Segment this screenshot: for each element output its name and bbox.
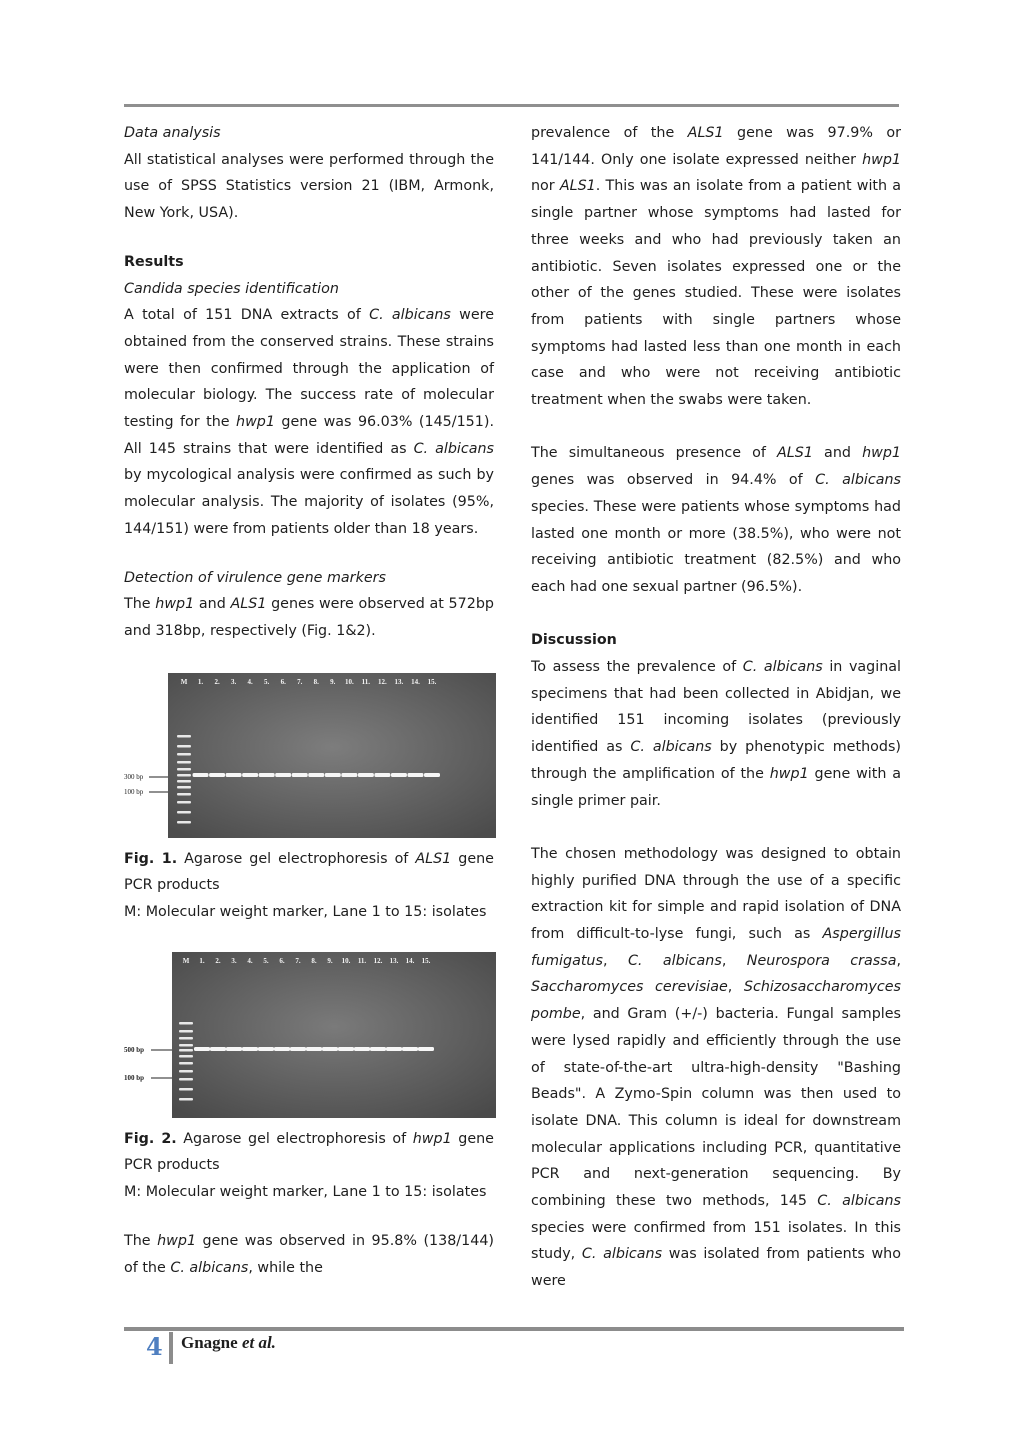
lane-label: 2. [215,956,221,965]
lane-label: 14. [411,677,420,686]
lane-label: 9. [327,956,333,965]
pcr-band [374,773,390,777]
pcr-band [290,1047,306,1051]
pcr-band [386,1047,402,1051]
lane-label: 4. [247,677,253,686]
fig1-marker-lower: 100 bp [124,787,144,796]
pcr-band [370,1047,386,1051]
lane-label: 10. [344,677,354,686]
pcr-band [402,1047,418,1051]
lane-label: 10. [341,956,351,965]
ladder-band [177,774,191,777]
right-column [531,120,901,1295]
discussion-paragraph-1: To assess the prevalence of C. albicans in vaginal specimens that had been collected in Abidjan, we identified 151 incoming isolates (previously identified as C. albicans by phenotypic methods) through the amplification of the hwp1 gene with a single primer pair. [531,659,902,809]
pcr-band [308,773,324,777]
figure-1-caption: Fig. 1. Agarose gel electrophoresis of ALS1 gene PCR products [124,850,494,894]
lane-label: 14. [405,956,415,965]
virulence-heading: Detection of virulence gene markers [124,569,386,586]
ladder-band [177,801,191,804]
ladder-band [177,753,191,756]
ladder-band [177,780,191,783]
pcr-band [338,1047,354,1051]
pcr-band [354,1047,370,1051]
pcr-band [292,773,308,777]
ladder-band [179,1062,193,1065]
pcr-band [341,773,357,777]
pcr-band [275,773,291,777]
lane-label: 7. [295,956,301,965]
pcr-band [226,1047,242,1051]
running-author: Gnagne et al. [181,1333,276,1352]
ladder-band [179,1088,193,1091]
lane-label: 13. [389,956,399,965]
data-analysis-heading: Data analysis [124,125,221,141]
lane-label: 1. [199,956,205,965]
lane-label: 1. [197,677,204,686]
ladder-band [179,1055,193,1058]
lane-label: 5. [264,677,270,686]
ladder-band [177,735,191,738]
lane-label: 3. [231,956,237,965]
ladder-band [179,1022,193,1025]
figure-2-caption: Fig. 2. Agarose gel electrophoresis of hwp1 gene PCR products [124,1130,494,1174]
ladder-band [179,1049,193,1052]
footer-rule [124,1327,904,1331]
pcr-band [209,773,225,777]
lane-label: 5. [263,956,269,965]
pcr-band [274,1047,290,1051]
left-column [124,120,494,1281]
lane-label: 8. [313,677,319,686]
species-heading: Candida species identification [124,280,339,297]
fig2-marker-lower: 100 bp [124,1073,145,1082]
figure-1-gel-image [124,673,496,838]
lane-label: 9. [330,677,336,686]
lane-label: 6. [280,677,286,686]
figure-1-caption-legend: M: Molecular weight marker, Lane 1 to 15: isolates [124,904,487,921]
page-number: 4 [146,1332,163,1361]
pcr-band [418,1047,434,1051]
pcr-band [424,773,440,777]
lane-label: 2. [214,677,220,686]
lane-label: 13. [394,677,404,686]
pcr-band [391,773,407,777]
results-heading: Results [124,253,184,270]
lane-label: M [180,677,188,686]
footer-divider [169,1332,173,1364]
virulence-paragraph: The hwp1 and ALS1 genes were observed at 572bp and 318bp, respectively (Fig. 1&2). [124,596,494,639]
data-analysis-text: All statistical analyses were performed through the use of SPSS Statistics version 21 (IBM, Armonk, New York, USA). [124,151,494,222]
discussion-paragraph-2: The chosen methodology was designed to obtain highly purified DNA through the use of a specific extraction kit for simple and rapid isolation of DNA from difficult-to-lyse fungi, such as Aspergillus fumigatus, C. albicans, Neurospora crassa, Saccharomyces cerevisiae, Schizosaccharomyces pombe, and Gram (+/-) bacteria. Fungal samples were lysed rapidly and efficiently through the use of state-of-the-art ultra-high-density "Bashing Beads". A Zymo-Spin column was then used to isolate DNA. This column is ideal for downstream molecular applications including PCR, quantitative PCR and next-generation sequencing. By combining these two methods, 145 C. albicans species were confirmed from 151 isolates. In this study, C. albicans was isolated from patients who were [531,845,902,1290]
lane-label: 12. [373,956,383,965]
ladder-band [177,768,191,771]
figure-2-caption-legend: M: Molecular weight marker, Lane 1 to 15: isolates [124,1184,487,1201]
ladder-band [177,786,191,789]
ladder-band [177,793,191,796]
simultaneous-paragraph: The simultaneous presence of ALS1 and hwp1 genes was observed in 94.4% of C. albicans species. These were patients whose symptoms had lasted one month or more (38.5%), who were not receiving antibiotic treatment (82.5%) and who each had one sexual partner (96.5%). [531,445,902,595]
pcr-band [325,773,341,777]
ladder-band [177,761,191,764]
discussion-heading: Discussion [531,632,617,649]
pcr-band [210,1047,226,1051]
pcr-band [358,773,374,777]
species-paragraph: A total of 151 DNA extracts of C. albicans were obtained from the conserved strains. These strains were then confirmed through the application of molecular biology. The success rate of molecular testing for the hwp1 gene was 96.03% (145/151). All 145 strains that were identified as C. albicans by mycological analysis were confirmed as such by molecular analysis. The majority of isolates (95%, 144/151) were from patients older than 18 years. [124,307,495,537]
ladder-band [179,1044,193,1047]
pcr-band [259,773,275,777]
lane-label: 6. [279,956,285,965]
ladder-band [179,1070,193,1073]
lane-label: 15. [427,677,437,686]
lane-label: 7. [297,677,303,686]
lane-label: M [182,956,190,965]
lane-label: 11. [361,677,371,686]
pcr-band [226,773,242,777]
ladder-band [179,1098,193,1101]
lane-label: 8. [311,956,317,965]
ladder-band [177,821,191,824]
pcr-band [242,773,258,777]
lane-label: 15. [421,956,431,965]
lane-label: 3. [230,677,237,686]
header-rule [124,104,899,107]
ladder-band [179,1078,193,1081]
pcr-band [306,1047,322,1051]
ladder-band [177,745,191,748]
lane-label: 12. [378,677,387,686]
pcr-band [258,1047,274,1051]
figure-2-gel-image [124,952,496,1118]
pcr-band [242,1047,258,1051]
pcr-band [194,1047,210,1051]
prevalence-paragraph: prevalence of the ALS1 gene was 97.9% or 141/144. Only one isolate expressed neither hwp1 nor ALS1. This was an isolate from a patient with a single partner whose symptoms had lasted for three weeks and who had previously taken an antibiotic. Seven isolates expressed one or the other of the genes studied. These were isolates from patients with single partners whose symptoms had lasted less than one month in each case and who were not receiving antibiotic treatment when the swabs were taken. [531,125,901,409]
ladder-band [177,811,191,814]
ladder-band [179,1030,193,1033]
pcr-band [322,1047,338,1051]
pcr-band [193,773,209,777]
hwp1-paragraph: The hwp1 gene was observed in 95.8% (138/144) of the C. albicans, while the [124,1232,494,1276]
ladder-band [179,1037,193,1040]
lane-label: 4. [247,956,253,965]
fig2-marker-upper: 500 bp [124,1045,145,1054]
lane-label: 11. [357,956,367,965]
fig1-marker-upper: 300 bp [124,772,144,781]
pcr-band [407,773,423,777]
